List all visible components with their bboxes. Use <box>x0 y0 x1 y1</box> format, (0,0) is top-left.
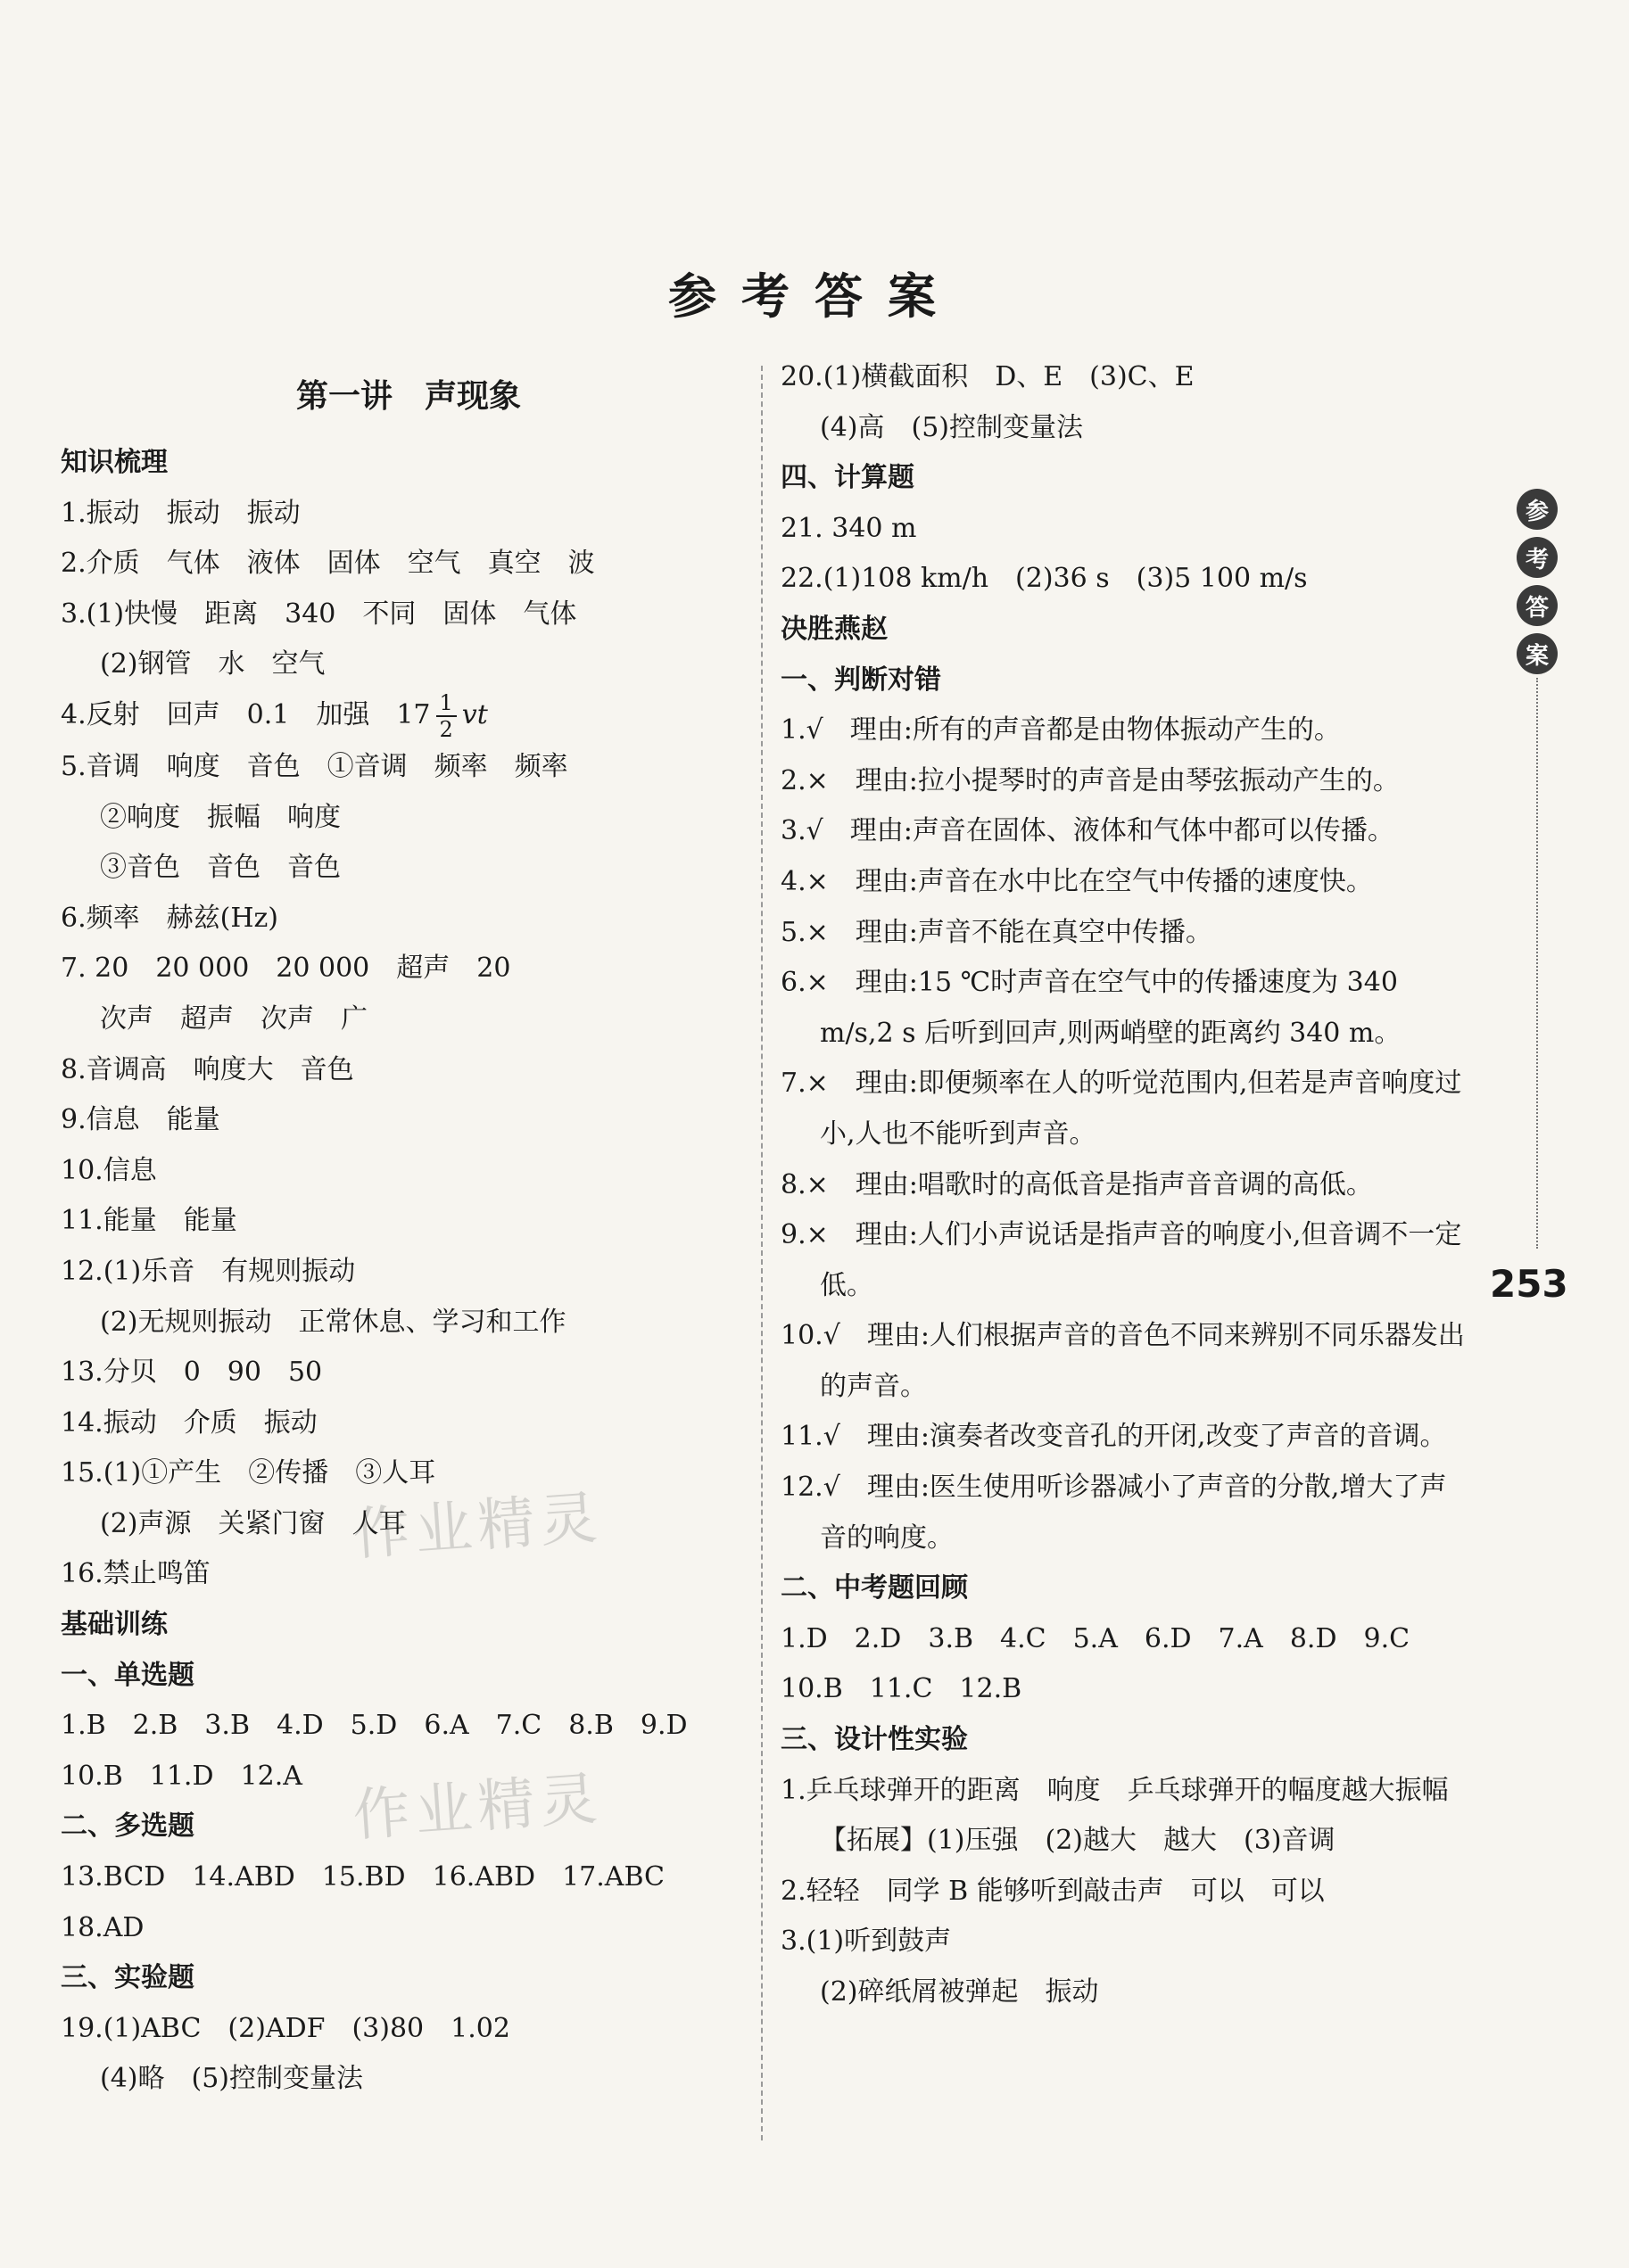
answer-line: 20.(1)横截面积 D、E (3)C、E <box>781 361 1195 392</box>
side-tab <box>1517 489 1558 674</box>
answer-line: 1.D 2.D 3.B 4.C 5.A 6.D 7.A 8.D 9.C <box>781 1622 1410 1654</box>
answer-line: 10.信息 <box>61 1154 157 1186</box>
answer-line: (2)钢管 水 空气 <box>100 648 326 680</box>
answer-line <box>61 690 757 742</box>
right-answer-list <box>781 352 1468 2018</box>
section-heading: 三、实验题 <box>61 1962 194 1994</box>
answer-line: 19.(1)ABC (2)ADF (3)80 1.02 <box>61 2012 510 2044</box>
answer-line: (4)略 (5)控制变量法 <box>100 2063 363 2095</box>
answer-line: 13.BCD 14.ABD 15.BD 16.ABD 17.ABC <box>61 1861 666 1893</box>
right-column <box>781 352 1468 2018</box>
page-number: 253 <box>1490 1262 1568 1306</box>
side-tab-char: 考 <box>1517 537 1558 578</box>
answer-line: 4.× 理由:声音在水中比在空气中传播的速度快。 <box>781 865 1373 897</box>
section-heading: 知识梳理 <box>61 447 168 478</box>
fraction-denominator: 2 <box>439 716 453 742</box>
section-heading: 决胜燕赵 <box>781 613 888 645</box>
answer-line: 1.B 2.B 3.B 4.D 5.D 6.A 7.C 8.B 9.D <box>61 1710 688 1742</box>
answer-line: 11.能量 能量 <box>61 1205 237 1237</box>
watermark: 作业精灵 <box>351 1766 605 1850</box>
answer-line: 6.× 理由:15 ℃时声音在空气中的传播速度为 340 m/s,2 s 后听到回声,则两峭壁的距离约 340 m。 <box>781 967 1402 1049</box>
answer-line: 3.(1)听到鼓声 <box>781 1926 952 1958</box>
answer-line: 1.√ 理由:所有的声音都是由物体振动产生的。 <box>781 714 1341 746</box>
side-tab-char: 案 <box>1517 633 1558 674</box>
answer-line: (2)无规则振动 正常休息、学习和工作 <box>100 1306 566 1338</box>
answer-line: (4)高 (5)控制变量法 <box>820 411 1083 443</box>
answer-line: 7.× 理由:即便频率在人的听觉范围内,但若是声音响度过小,人也不能听到声音。 <box>781 1068 1462 1150</box>
answer-line: 18.AD <box>61 1911 145 1943</box>
watermark: 作业精灵 <box>351 1485 605 1569</box>
answer-line: 7. 20 20 000 20 000 超声 20 <box>61 953 511 985</box>
fraction-variable: vt <box>461 698 488 730</box>
answer-line: (2)声源 关紧门窗 人耳 <box>100 1507 406 1539</box>
left-answer-list <box>61 438 757 2105</box>
answer-line: 12.(1)乐音 有规则振动 <box>61 1255 356 1287</box>
lecture-title: 第一讲 声现象 <box>295 378 521 415</box>
answer-line: 9.× 理由:人们小声说话是指声音的响度小,但音调不一定低。 <box>781 1219 1462 1301</box>
answer-line: 2.轻轻 同学 B 能够听到敲击声 可以 可以 <box>781 1875 1325 1907</box>
answer-line: 1.乒乓球弹开的距离 响度 乒乓球弹开的幅度越大振幅 <box>781 1774 1449 1806</box>
page-title: 参考答案 <box>668 268 961 325</box>
answer-line: 22.(1)108 km/h (2)36 s (3)5 100 m/s <box>781 563 1308 595</box>
answer-line: ③音色 音色 音色 <box>100 852 341 884</box>
answer-line: 9.信息 能量 <box>61 1104 220 1136</box>
section-heading: 一、判断对错 <box>781 664 941 696</box>
answer-line: 1.振动 振动 振动 <box>61 497 301 529</box>
answer-line: 14.振动 介质 振动 <box>61 1406 318 1439</box>
section-heading: 四、计算题 <box>781 462 914 494</box>
answer-text: 4.反射 回声 0.1 加强 17 <box>61 698 431 730</box>
answer-line: 10.B 11.C 12.B <box>781 1673 1022 1705</box>
answer-line: 2.× 理由:拉小提琴时的声音是由琴弦振动产生的。 <box>781 764 1400 796</box>
answer-line: 15.(1)①产生 ②传播 ③人耳 <box>61 1457 436 1489</box>
fraction-numerator: 1 <box>436 690 457 717</box>
answer-line: 2.介质 气体 液体 固体 空气 真空 波 <box>61 548 595 580</box>
left-column <box>61 352 757 2105</box>
answer-line: 3.√ 理由:声音在固体、液体和气体中都可以传播。 <box>781 815 1394 847</box>
side-dotted-line <box>1536 678 1538 1249</box>
answer-line: (2)碎纸屑被弹起 振动 <box>820 1976 1099 2008</box>
answer-line: 10.√ 理由:人们根据声音的音色不同来辨别不同乐器发出的声音。 <box>781 1320 1465 1402</box>
side-tab-char: 参 <box>1517 489 1558 530</box>
section-heading: 基础训练 <box>61 1609 168 1641</box>
answer-line: 8.音调高 响度大 音色 <box>61 1053 354 1085</box>
answer-line: 11.√ 理由:演奏者改变音孔的开闭,改变了声音的音调。 <box>781 1421 1447 1453</box>
section-heading: 三、设计性实验 <box>781 1724 968 1756</box>
answer-line: 6.频率 赫兹(Hz) <box>61 902 278 934</box>
answer-line: 16.禁止鸣笛 <box>61 1558 211 1590</box>
answer-line: 3.(1)快慢 距离 340 不同 固体 气体 <box>61 598 577 630</box>
section-heading: 二、多选题 <box>61 1810 194 1843</box>
answer-line: 5.× 理由:声音不能在真空中传播。 <box>781 916 1212 948</box>
answer-line: 8.× 理由:唱歌时的高低音是指声音音调的高低。 <box>781 1168 1373 1200</box>
answer-line: 10.B 11.D 12.A <box>61 1760 302 1792</box>
answer-line: 13.分贝 0 90 50 <box>61 1357 323 1389</box>
side-tab-char: 答 <box>1517 585 1558 626</box>
column-divider <box>761 366 763 2140</box>
section-heading: 二、中考题回顾 <box>781 1572 968 1604</box>
answer-line: 【拓展】(1)压强 (2)越大 越大 (3)音调 <box>820 1825 1335 1857</box>
answer-line: 5.音调 响度 音色 ①音调 频率 频率 <box>61 750 568 782</box>
fraction <box>436 690 457 742</box>
answer-line: 次声 超声 次声 广 <box>100 1002 368 1035</box>
answer-line: ②响度 振幅 响度 <box>100 801 341 833</box>
answer-line: 21. 340 m <box>781 512 917 544</box>
answer-line: 12.√ 理由:医生使用听诊器减小了声音的分散,增大了声音的响度。 <box>781 1472 1447 1554</box>
section-heading: 一、单选题 <box>61 1659 194 1691</box>
